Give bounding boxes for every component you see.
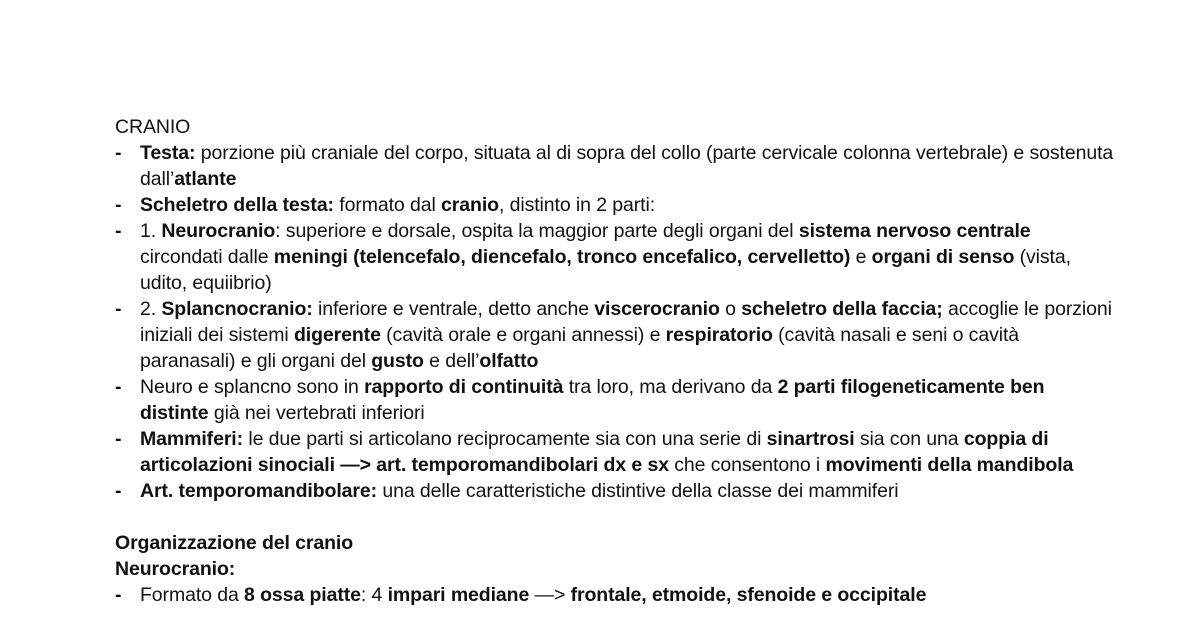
list-item: - 2. Splancnocranio: inferiore e ventrale, detto anche viscerocranio o scheletro della faccia; accoglie le porzioni iniziali dei sistemi digerente (cavità orale e organi annessi) e respiratorio (cavità nasali e seni o cavità paranasali) e gli organi del gusto e dell’olfatto	[115, 298, 1112, 372]
bullet-dash-icon: -	[115, 298, 122, 320]
list-item: - 1. Neurocranio: superiore e dorsale, ospita la maggior parte degli organi del sistema nervoso centrale circondati dalle meningi (telencefalo, diencefalo, tronco encefalico, cervelletto) e organi di senso (vista, udito, equiibrio)	[115, 220, 1071, 294]
paragraph-spacer	[115, 504, 1115, 530]
list-item: - Testa: porzione più craniale del corpo, situata al di sopra del collo (parte cervicale colonna vertebrale) e sostenuta dall’atlante	[115, 142, 1114, 190]
list-item: - Neuro e splancno sono in rapporto di continuità tra loro, ma derivano da 2 parti filogeneticamente ben distinte già nei vertebrati inferiori	[115, 376, 1045, 424]
bullet-dash-icon: -	[115, 142, 122, 164]
document-title: CRANIO	[115, 116, 191, 138]
bullet-dash-icon: -	[115, 194, 122, 216]
cranio-bullet-list	[115, 140, 1115, 504]
bullet-dash-icon: -	[115, 428, 122, 450]
bullet-dash-icon: -	[115, 480, 122, 502]
section-subtitle: Neurocranio:	[115, 558, 236, 580]
list-item: - Scheletro della testa: formato dal cranio, distinto in 2 parti:	[115, 194, 656, 216]
list-item: - Mammiferi: le due parti si articolano reciprocamente sia con una serie di sinartrosi sia con una coppia di articolazioni sinociali —> art. temporomandibolari dx e sx che consentono i movimenti della mandibola	[115, 428, 1074, 476]
bullet-dash-icon: -	[115, 584, 122, 606]
document-page	[115, 114, 1115, 608]
section-title: Organizzazione del cranio	[115, 532, 354, 554]
bullet-dash-icon: -	[115, 220, 122, 242]
neurocranio-bullet-list	[115, 582, 1115, 608]
list-item: - Formato da 8 ossa piatte: 4 impari mediane —> frontale, etmoide, sfenoide e occipitale	[115, 584, 927, 606]
list-item: - Art. temporomandibolare: una delle caratteristiche distintive della classe dei mammiferi	[115, 480, 899, 502]
bullet-dash-icon: -	[115, 376, 122, 398]
